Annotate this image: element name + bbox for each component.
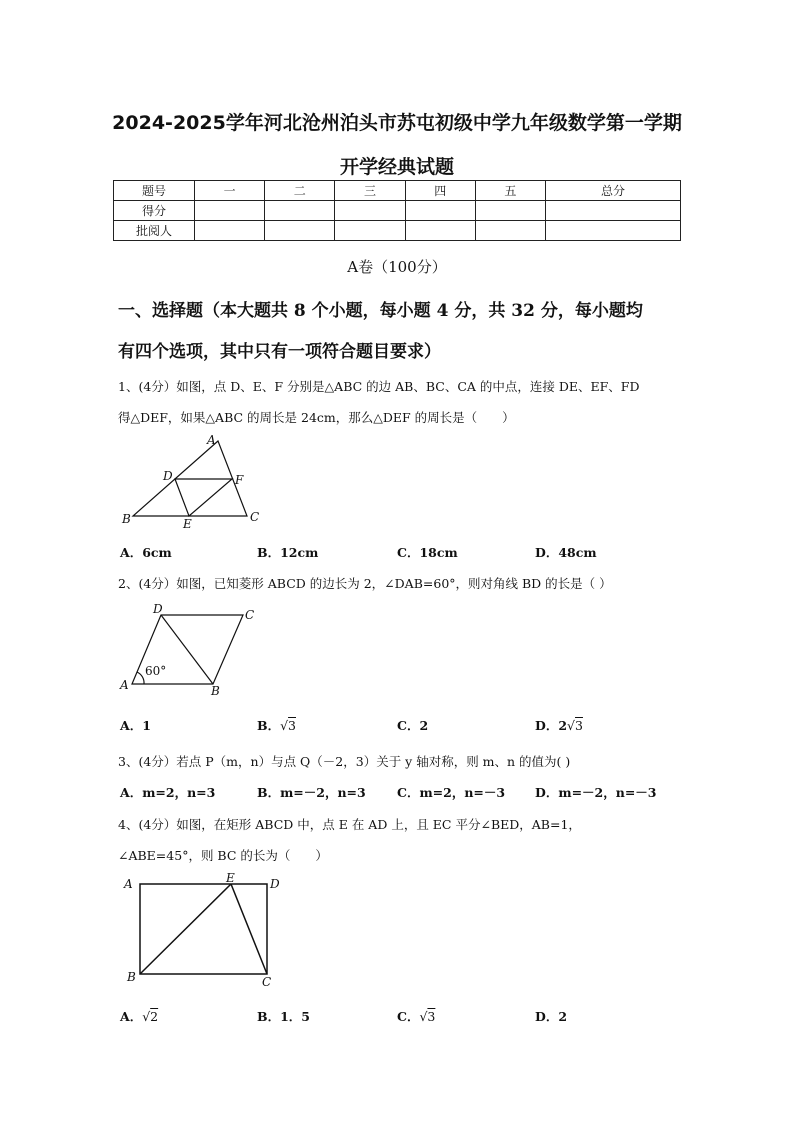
option-a[interactable]: A．1	[120, 718, 151, 733]
table-cell	[335, 201, 405, 221]
score-table-header-row	[114, 181, 681, 201]
figure-label: F	[235, 473, 244, 487]
table-row	[114, 221, 681, 241]
table-cell: 二	[265, 181, 335, 201]
table-cell: 批阅人	[114, 221, 195, 241]
question-1-line1: 1、(4分）如图，点 D、E、F 分别是△ABC 的边 AB、BC、CA 的中点，连接 DE、EF、FD	[118, 379, 640, 394]
figure-label: C	[245, 608, 255, 622]
option-c[interactable]: C．m=2，n=－3	[397, 785, 506, 800]
figure-label: A	[124, 877, 133, 891]
figure-label: B	[211, 684, 220, 698]
option-d[interactable]: D．2√3	[535, 718, 583, 733]
figure-label: A	[207, 433, 216, 447]
page-title: 2024-2025学年河北沧州泊头市苏屯初级中学九年级数学第一学期	[112, 112, 682, 134]
table-cell: 一	[195, 181, 265, 201]
figure-label: C	[250, 510, 260, 524]
figure-label: D	[270, 877, 280, 891]
table-cell	[546, 201, 681, 221]
table-cell	[195, 201, 265, 221]
option-b[interactable]: B．1．5	[257, 1009, 310, 1024]
question-3-line1: 3、(4分）若点 P（m，n）与点 Q（－2，3）关于 y 轴对称，则 m、n 的值为( )	[118, 754, 571, 769]
section-heading-line2: 有四个选项，其中只有一项符合题目要求）	[118, 342, 441, 362]
option-a[interactable]: A．√2	[120, 1009, 159, 1024]
option-b[interactable]: B．√3	[257, 718, 296, 733]
segment-be	[140, 884, 231, 974]
section-heading-line1: 一、选择题（本大题共 8 个小题，每小题 4 分，共 32 分，每小题均	[118, 301, 643, 321]
option-d[interactable]: D．2	[535, 1009, 568, 1024]
table-cell: 得分	[114, 201, 195, 221]
rectangle-figure	[118, 868, 293, 993]
radicand: 3	[427, 1009, 436, 1024]
option-d[interactable]: D．m=－2，n=－3	[535, 785, 657, 800]
option-c[interactable]: C．18cm	[397, 545, 458, 560]
table-cell	[265, 201, 335, 221]
table-cell	[475, 201, 545, 221]
figure-label: C	[262, 975, 272, 989]
question-4-line2: ∠ABE=45°，则 BC 的长为（ ）	[118, 848, 328, 863]
radicand: 2	[150, 1009, 159, 1024]
option-c[interactable]: C．2	[397, 718, 429, 733]
diagonal-bd	[161, 615, 213, 684]
table-cell	[195, 221, 265, 241]
radicand: 3	[288, 718, 296, 733]
option-b[interactable]: B．m=－2，n=3	[257, 785, 366, 800]
radicand: 3	[575, 718, 583, 733]
rhombus-figure	[115, 598, 265, 700]
rectangle-abcd	[140, 884, 267, 974]
option-a[interactable]: A．m=2，n=3	[120, 785, 216, 800]
volume-heading: A卷（100分）	[347, 258, 447, 276]
figure-label: E	[183, 517, 192, 531]
score-table	[113, 180, 681, 241]
table-cell: 三	[335, 181, 405, 201]
option-d[interactable]: D．48cm	[535, 545, 597, 560]
figure-label: D	[163, 469, 173, 483]
figure-label: B	[122, 512, 131, 526]
figure-label: A	[120, 678, 129, 692]
table-cell: 题号	[114, 181, 195, 201]
table-cell: 五	[475, 181, 545, 201]
triangle-def	[175, 479, 232, 516]
page-subtitle: 开学经典试题	[339, 156, 454, 178]
option-a[interactable]: A．6cm	[120, 545, 172, 560]
table-row	[114, 201, 681, 221]
table-cell: 总分	[546, 181, 681, 201]
question-1-line2: 得△DEF，如果△ABC 的周长是 24cm，那么△DEF 的周长是（ ）	[118, 410, 515, 425]
table-cell	[405, 201, 475, 221]
segment-ec	[231, 884, 267, 974]
table-cell	[546, 221, 681, 241]
table-cell	[475, 221, 545, 241]
table-cell: 四	[405, 181, 475, 201]
question-2-line1: 2、(4分）如图，已知菱形 ABCD 的边长为 2，∠DAB=60°，则对角线 BD 的长是（ ）	[118, 576, 612, 591]
triangle-figure	[115, 428, 275, 533]
table-cell	[335, 221, 405, 241]
figure-label: B	[127, 970, 136, 984]
option-c[interactable]: C．√3	[397, 1009, 436, 1024]
table-cell	[265, 221, 335, 241]
angle-label: 60°	[145, 664, 167, 678]
option-b[interactable]: B．12cm	[257, 545, 319, 560]
figure-label: D	[153, 602, 163, 616]
question-4-line1: 4、(4分）如图，在矩形 ABCD 中，点 E 在 AD 上，且 EC 平分∠BED，AB=1，	[118, 817, 581, 832]
table-cell	[405, 221, 475, 241]
figure-label: E	[226, 871, 235, 885]
angle-arc	[137, 672, 144, 684]
